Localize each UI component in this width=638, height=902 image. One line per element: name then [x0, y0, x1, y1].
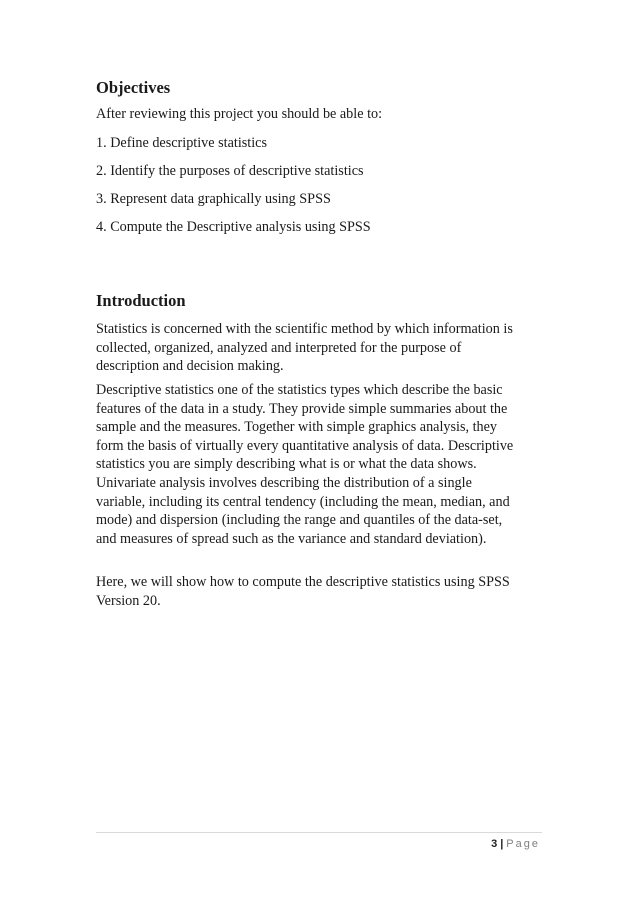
- paragraph-line: Version 20.: [96, 592, 161, 609]
- paragraph-line: variable, including its central tendency (including the mean, median, and: [96, 493, 510, 510]
- objective-item: 1. Define descriptive statistics: [96, 135, 267, 151]
- paragraph-line: Here, we will show how to compute the descriptive statistics using SPSS: [96, 574, 510, 590]
- intro-paragraph-2: [96, 381, 542, 548]
- page-footer: [491, 838, 540, 850]
- paragraph-line: Statistics is concerned with the scientific method by which information is: [96, 321, 513, 337]
- paragraph-line: statistics you are simply describing what is or what the data shows.: [96, 456, 477, 473]
- footer-separator: |: [500, 838, 504, 850]
- paragraph-line: mode) and dispersion (including the range and quantiles of the data-set,: [96, 512, 503, 529]
- page-number: 3: [491, 838, 498, 850]
- paragraph-line: description and decision making.: [96, 358, 284, 375]
- footer-divider: [96, 832, 542, 833]
- paragraph-line: Univariate analysis involves describing the distribution of a single: [96, 474, 472, 491]
- paragraph-line: form the basis of virtually every quantitative analysis of data. Descriptive: [96, 437, 514, 454]
- intro-paragraph-1: [96, 320, 542, 376]
- objectives-heading: Objectives: [96, 78, 171, 97]
- paragraph-line: Descriptive statistics one of the statistics types which describe the basic: [96, 382, 503, 398]
- introduction-heading: Introduction: [96, 291, 186, 310]
- paragraph-line: collected, organized, analyzed and interpreted for the purpose of: [96, 339, 462, 356]
- objective-item: 2. Identify the purposes of descriptive statistics: [96, 163, 364, 179]
- objectives-intro: After reviewing this project you should be able to:: [96, 106, 383, 122]
- page-label: Page: [506, 838, 540, 850]
- objective-item: 3. Represent data graphically using SPSS: [96, 191, 331, 207]
- paragraph-line: features of the data in a study. They provide simple summaries about the: [96, 400, 508, 417]
- objective-item: 4. Compute the Descriptive analysis using SPSS: [96, 219, 371, 235]
- paragraph-line: and measures of spread such as the variance and standard deviation).: [96, 530, 487, 547]
- paragraph-line: sample and the measures. Together with simple graphics analysis, they: [96, 419, 498, 436]
- intro-paragraph-3: [96, 573, 542, 610]
